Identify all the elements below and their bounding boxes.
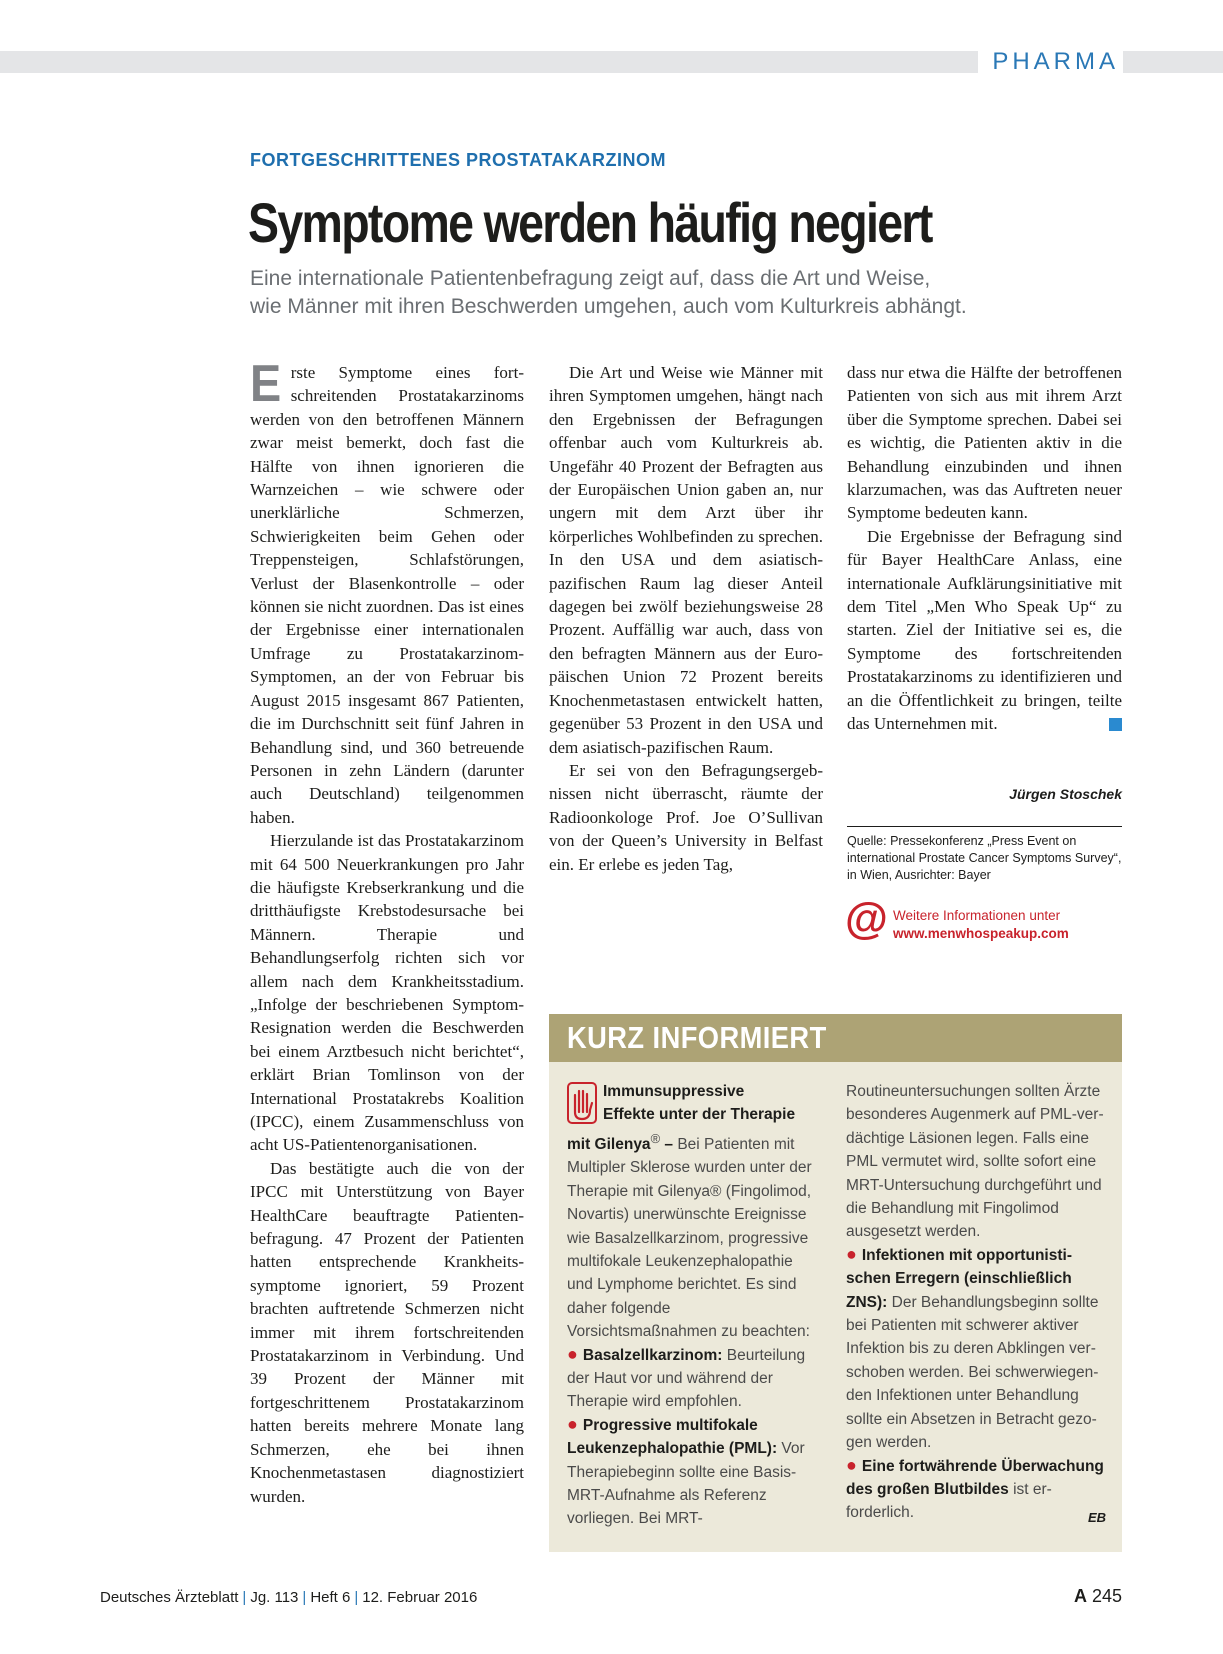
article-paragraph: Das bestätigte auch die von der IPCC mit Unterstützung von Bayer HealthCare beauftragte Patientenbefragung. 47 Prozent der Patienten hatten entsprechende Krankheitssymptome ignoriert, 59 Prozent brachten auftretende Schmerzen nicht immer mit ihrem fortschreitenden Prostatakarzinom in Verbindung. Und 39 Prozent der Männer mit fortgeschrittenem Prostatakarzinom hatten bereits mehrere Monate lang Schmerzen, ehe bei ihnen Knochenmetastasen diagnostiziert wurden. xyxy=(250,1158,524,1506)
at-sign-icon: @ xyxy=(845,894,888,943)
article-paragraph: dass nur etwa die Hälfte der betroffenen Patienten von sich aus mit ihrem Arzt über die Symptome sprechen. Dabei sei es wichtig, die Patienten aktiv in die Behandlung einzubinden und ihnen klarzumachen, was das Auftreten neuer Symptome bedeuten kann. xyxy=(847,363,1122,523)
article-author: Jürgen Stoschek xyxy=(1009,786,1122,802)
standfirst-line: wie Männer mit ihren Beschwerden umgehen, auch vom Kulturkreis abhängt. xyxy=(250,295,967,318)
journal-volume: Jg. 113 xyxy=(250,1589,299,1606)
stop-hand-icon xyxy=(567,1082,597,1124)
bullet-heading: Progressive multifokale Leukenzephalopathie (PML): xyxy=(567,1416,778,1458)
news-box xyxy=(549,1014,1122,1552)
section-label: PHARMA xyxy=(978,47,1123,77)
page-prefix: A xyxy=(1073,1586,1087,1606)
bullet-text: Routineuntersuchungen sollten Ärzte besonderes Augenmerk auf PML-verdächtige Läsionen legen. Falls eine PML vermutet wird, sollte sofort eine MRT-Untersuchung durchgeführt und die Behandlung mit Fingolimod ausgesetzt werden. xyxy=(846,1083,1104,1241)
news-box-column-1 xyxy=(567,1080,817,1531)
standfirst-line: Eine internationale Patientenbefragung zeigt auf, dass die Art und Weise, xyxy=(250,267,931,290)
article-kicker: FORTGESCHRITTENES PROSTATAKARZINOM xyxy=(250,150,666,170)
news-item-heading: Effekte unter der Therapie xyxy=(603,1106,796,1124)
article-column-1 xyxy=(250,355,524,1508)
bullet-icon: ● xyxy=(846,1243,857,1264)
news-bullet-item xyxy=(846,1244,1108,1455)
divider xyxy=(847,826,1122,827)
article-paragraph: Die Art und Weise wie Männer mit ihren Symptomen umgehen, hängt nach den Ergebnissen der Befragungen offenbar auch vom Kulturkreis ab. Ungefähr 40 Prozent der Befragten aus der Europäischen Union gaben an, nur ungern mit dem Arzt über ihr körperliches Wohlbefinden zu sprechen. In den USA und dem asiatisch-pazifischen Raum lag dieser Anteil dagegen bei zwölf beziehungsweise 28 Prozent. Auffällig war auch, dass von den befragten Männern aus der Europäischen Union 72 Prozent bereits Knochenmetastasen entwickelt hatten, gegenüber 53 Prozent in den USA und dem asiatisch-pazifischen Raum. xyxy=(549,363,823,757)
bullet-heading: Eine fortwährende Überwachung des großen Blutbildes xyxy=(846,1457,1104,1498)
article-paragraph xyxy=(847,525,1122,736)
article-column-3 xyxy=(847,361,1122,736)
source-note: Quelle: Pressekonferenz „Press Event on international Prostate Cancer Symptoms Survey“, in Wien, Ausrichter: Bayer xyxy=(847,834,1122,882)
bullet-icon: ● xyxy=(567,1343,578,1364)
heading-dash: – xyxy=(660,1135,678,1153)
footer-citation xyxy=(100,1588,477,1608)
bullet-heading: Infektionen mit opportunistischen Erregern (einschließlich ZNS): xyxy=(846,1246,1072,1311)
news-box-header xyxy=(549,1014,1122,1062)
article-paragraph: Hierzulande ist das Prostatakarzinom mit 64 500 Neuerkrankungen pro Jahr die häufigste Krebserkrankung und die dritthäufigste Krebstodesursache bei Männern. Therapie und Behandlungserfolg richten sich vor allem nach dem Krankheitsstadium. „Infolge der beschriebenen Symptom-Resignation werden die Beschwerden bei einem Arztbesuch nicht berichtet“, erklärt Brian Tomlinson von der International Prostatakrebs Koalition (IPCC), einem Zusammenschluss von acht US-Patientenorganisationen. xyxy=(250,831,524,1155)
separator: | xyxy=(242,1589,247,1606)
news-box-author: EB xyxy=(1087,1510,1106,1525)
end-square-icon xyxy=(1109,718,1122,731)
more-info xyxy=(893,907,1133,943)
bullet-icon: ● xyxy=(567,1413,578,1434)
news-item-heading: mit Gilenya xyxy=(567,1135,651,1153)
journal-name: Deutsches Ärzteblatt xyxy=(100,1589,239,1606)
paragraph-text: rste Symptome eines fortschreitenden Prostatakarzinoms werden von den betroffenen Männern zwar meist bemerkt, doch fast die Hälfte von ihnen ignorieren die Warnzeichen – wie schwere oder unerklärliche Schmerzen, Schwierigkeiten beim Gehen oder Treppensteigen, Schlafstörungen, Verlust der Blasenkontrolle – oder können sie nicht zuordnen. Das ist eines der Ergebnisse einer internationalen Umfrage zu Prostatakarzinom-Symptomen, an der von Februar bis August 2015 insgesamt 867 Patienten, die im Durchschnitt seit fünf Jahren in Behandlung sind, und 360 betreuende Personen in zehn Ländern (darunter auch Deutschland) teilgenommen haben. xyxy=(250,363,524,827)
news-bullet-item xyxy=(567,1344,817,1414)
bullet-text: Vor Therapiebeginn sollte eine Basis-MRT-Aufnahme als Referenz vorliegen. Bei MRT- xyxy=(567,1440,805,1528)
article-standfirst xyxy=(250,265,1070,321)
more-info-label: Weitere Informationen unter xyxy=(893,908,1061,923)
news-box-column-2 xyxy=(846,1080,1108,1525)
paragraph-text: Die Ergebnisse der Befragung sind für Bayer HealthCare Anlass, eine internationale Aufklärungsinitiative mit dem Titel „Men Who Speak Up“ zu starten. Ziel der Initiative sei es, die Symptome des fortschreitenden Prostatakarzinoms zu identifizieren und an die Öffentlichkeit zu bringen, teilte das Unternehmen mit. xyxy=(847,526,1122,734)
article-paragraph: Er sei von den Befragungsergebnissen nicht überrascht, räumte der Radioonkologe Prof. Joe O’Sullivan von der Queen’s University in Belfast ein. Er erlebe es jeden Tag, xyxy=(549,760,823,874)
news-box-title: KURZ INFORMIERT xyxy=(567,1020,827,1055)
news-bullet-item xyxy=(846,1455,1108,1525)
bullet-heading: Basalzellkarzinom: xyxy=(582,1346,723,1364)
news-item-heading: Immunsuppressive xyxy=(603,1083,745,1100)
page-number xyxy=(1074,1583,1122,1609)
drop-cap: E xyxy=(250,355,282,413)
separator: | xyxy=(354,1589,359,1606)
bullet-text: ist erforderlich. xyxy=(846,1480,1052,1522)
news-bullet-item xyxy=(567,1414,817,1531)
bullet-icon: ● xyxy=(846,1454,857,1475)
issue-date: 12. Februar 2016 xyxy=(362,1589,478,1606)
news-item-text: Bei Patienten mit Multipler Sklerose wurden unter der Therapie mit Gilenya® (Fingolimod, Novartis) unerwünschte Ereignisse wie Basalzellkarzinom, progressive multifokale Leukenzephalopathie und Lymphome berichtet. Es sind daher folgende Vorsichtsmaßnahmen zu beachten: xyxy=(567,1135,812,1341)
article-paragraph xyxy=(250,355,524,829)
bullet-text: Beurteilung der Haut vor und während der Therapie wird empfohlen. xyxy=(567,1346,806,1411)
journal-issue: Heft 6 xyxy=(310,1589,351,1606)
bullet-text: Der Behandlungsbeginn sollte bei Patienten mit schwerer aktiver Infektion bis zu deren Abklingen verschoben werden. Bei schwerwiegenden Infektionen unter Behandlung sollte ein Absetzen in Betracht gezogen werden. xyxy=(846,1293,1099,1452)
article-column-2 xyxy=(549,361,823,876)
article-headline: Symptome werden häufig negiert xyxy=(248,191,932,254)
more-info-link[interactable]: www.menwhospeakup.com xyxy=(893,926,1069,941)
page-number-value: 245 xyxy=(1091,1586,1122,1606)
registered-mark: ® xyxy=(650,1130,661,1146)
separator: | xyxy=(302,1589,307,1606)
